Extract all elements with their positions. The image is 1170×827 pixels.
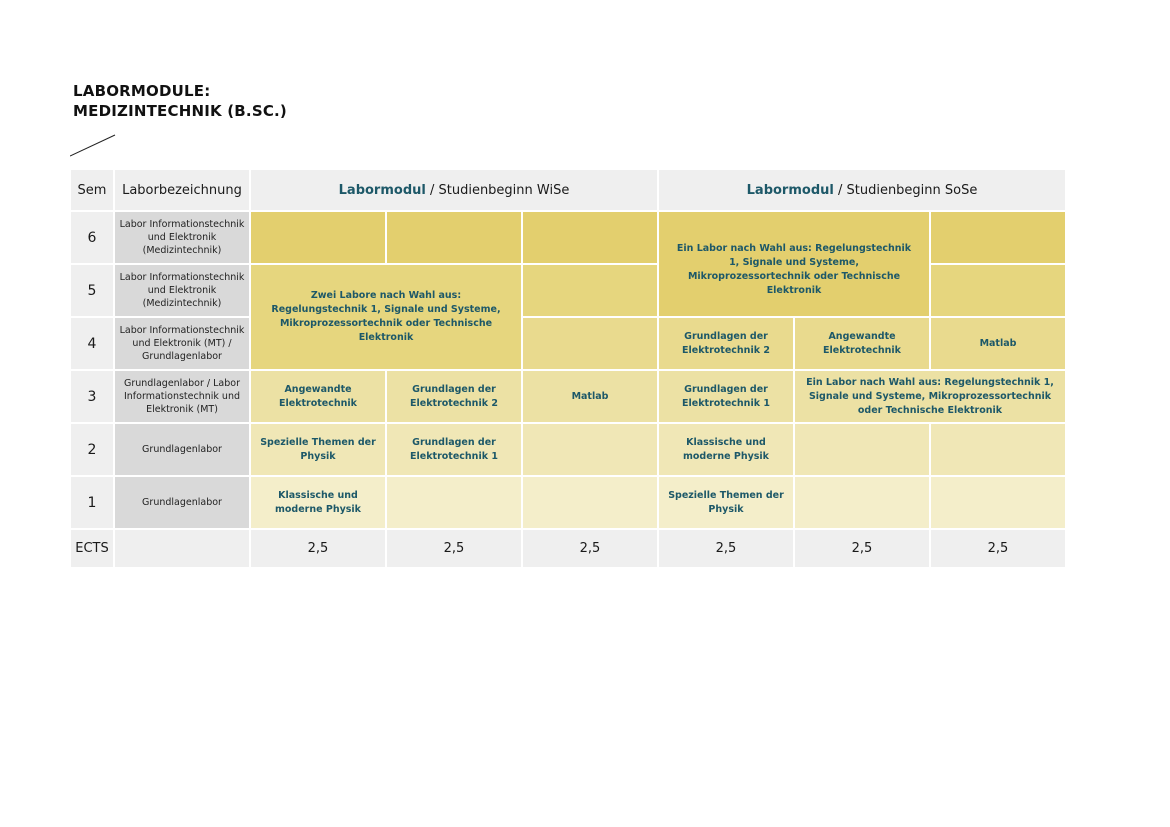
ects-empty [115, 530, 249, 567]
wise-sem1-slot2 [387, 477, 521, 528]
decorative-slash-line [70, 134, 118, 158]
sose-sem1-slot3 [931, 477, 1065, 528]
ects-value-sose-1: 2,5 [659, 530, 793, 567]
labor-name-sem1: Grundlagenlabor [115, 477, 249, 528]
wise-sem2-spezielle-themen-physik: Spezielle Themen der Physik [251, 424, 385, 475]
header-wise-labormodul: Labormodul [338, 182, 426, 198]
semester-6: 6 [71, 212, 113, 263]
page-title-line2: MEDIZINTECHNIK (B.SC.) [73, 102, 287, 120]
sose-sem2-slot3 [931, 424, 1065, 475]
sose-sem4-grundlagen-elektrotechnik-2: Grundlagen der Elektrotechnik 2 [659, 318, 793, 369]
wise-sem5-slot3 [523, 265, 657, 316]
wise-wahl-zwei-labore: Zwei Labore nach Wahl aus: Regelungstechnik 1, Signale und Systeme, Mikroprozessortechnik oder Technische Elektronik [251, 265, 521, 369]
sose-sem4-angewandte-elektrotechnik: Angewandte Elektrotechnik [795, 318, 929, 369]
sose-sem5-slot3 [931, 265, 1065, 316]
header-sem: Sem [71, 170, 113, 210]
wise-sem6-slot1 [251, 212, 385, 263]
semester-5: 5 [71, 265, 113, 316]
sose-sem2-slot2 [795, 424, 929, 475]
wise-sem2-slot3 [523, 424, 657, 475]
header-sose [659, 170, 1065, 210]
semester-2: 2 [71, 424, 113, 475]
labor-name-sem2: Grundlagenlabor [115, 424, 249, 475]
wise-sem6-slot2 [387, 212, 521, 263]
labor-name-sem4: Labor Informationstechnik und Elektronik (MT) / Grundlagenlabor [115, 318, 249, 369]
wise-sem1-slot3 [523, 477, 657, 528]
sose-sem3-grundlagen-elektrotechnik-1: Grundlagen der Elektrotechnik 1 [659, 371, 793, 422]
ects-value-wise-2: 2,5 [387, 530, 521, 567]
page-title [73, 81, 287, 121]
wise-sem3-angewandte-elektrotechnik: Angewandte Elektrotechnik [251, 371, 385, 422]
header-wise [251, 170, 657, 210]
wise-sem6-slot3 [523, 212, 657, 263]
labormodule-table [71, 170, 1069, 567]
wise-sem3-grundlagen-elektrotechnik-2: Grundlagen der Elektrotechnik 2 [387, 371, 521, 422]
wise-sem4-slot3 [523, 318, 657, 369]
semester-1: 1 [71, 477, 113, 528]
ects-value-wise-3: 2,5 [523, 530, 657, 567]
semester-4: 4 [71, 318, 113, 369]
labor-name-sem6: Labor Informationstechnik und Elektronik (Medizintechnik) [115, 212, 249, 263]
header-wise-studienbeginn: / Studienbeginn WiSe [425, 182, 570, 198]
wise-sem2-grundlagen-elektrotechnik-1: Grundlagen der Elektrotechnik 1 [387, 424, 521, 475]
semester-3: 3 [71, 371, 113, 422]
labor-name-sem3: Grundlagenlabor / Labor Informationstechnik und Elektronik (MT) [115, 371, 249, 422]
ects-value-sose-2: 2,5 [795, 530, 929, 567]
ects-label: ECTS [71, 530, 113, 567]
ects-value-wise-1: 2,5 [251, 530, 385, 567]
page-title-line1: LABORMODULE: [73, 82, 211, 100]
wise-sem3-matlab: Matlab [523, 371, 657, 422]
labor-name-sem5: Labor Informationstechnik und Elektronik (Medizintechnik) [115, 265, 249, 316]
header-sose-labormodul: Labormodul [746, 182, 834, 198]
wise-sem1-klassische-moderne-physik: Klassische und moderne Physik [251, 477, 385, 528]
sose-wahl-ein-labor-oben: Ein Labor nach Wahl aus: Regelungstechnik 1, Signale und Systeme, Mikroprozessortechnik oder Technische Elektronik [659, 212, 929, 316]
header-sose-studienbeginn: / Studienbeginn SoSe [833, 182, 978, 198]
sose-wahl-ein-labor-unten: Ein Labor nach Wahl aus: Regelungstechnik 1, Signale und Systeme, Mikroprozessortechnik oder Technische Elektronik [795, 371, 1065, 422]
sose-sem1-spezielle-themen-physik: Spezielle Themen der Physik [659, 477, 793, 528]
sose-sem4-matlab: Matlab [931, 318, 1065, 369]
header-laborbezeichnung: Laborbezeichnung [115, 170, 249, 210]
ects-value-sose-3: 2,5 [931, 530, 1065, 567]
sose-sem1-slot2 [795, 477, 929, 528]
sose-sem6-slot3 [931, 212, 1065, 263]
sose-sem2-klassische-moderne-physik: Klassische und moderne Physik [659, 424, 793, 475]
